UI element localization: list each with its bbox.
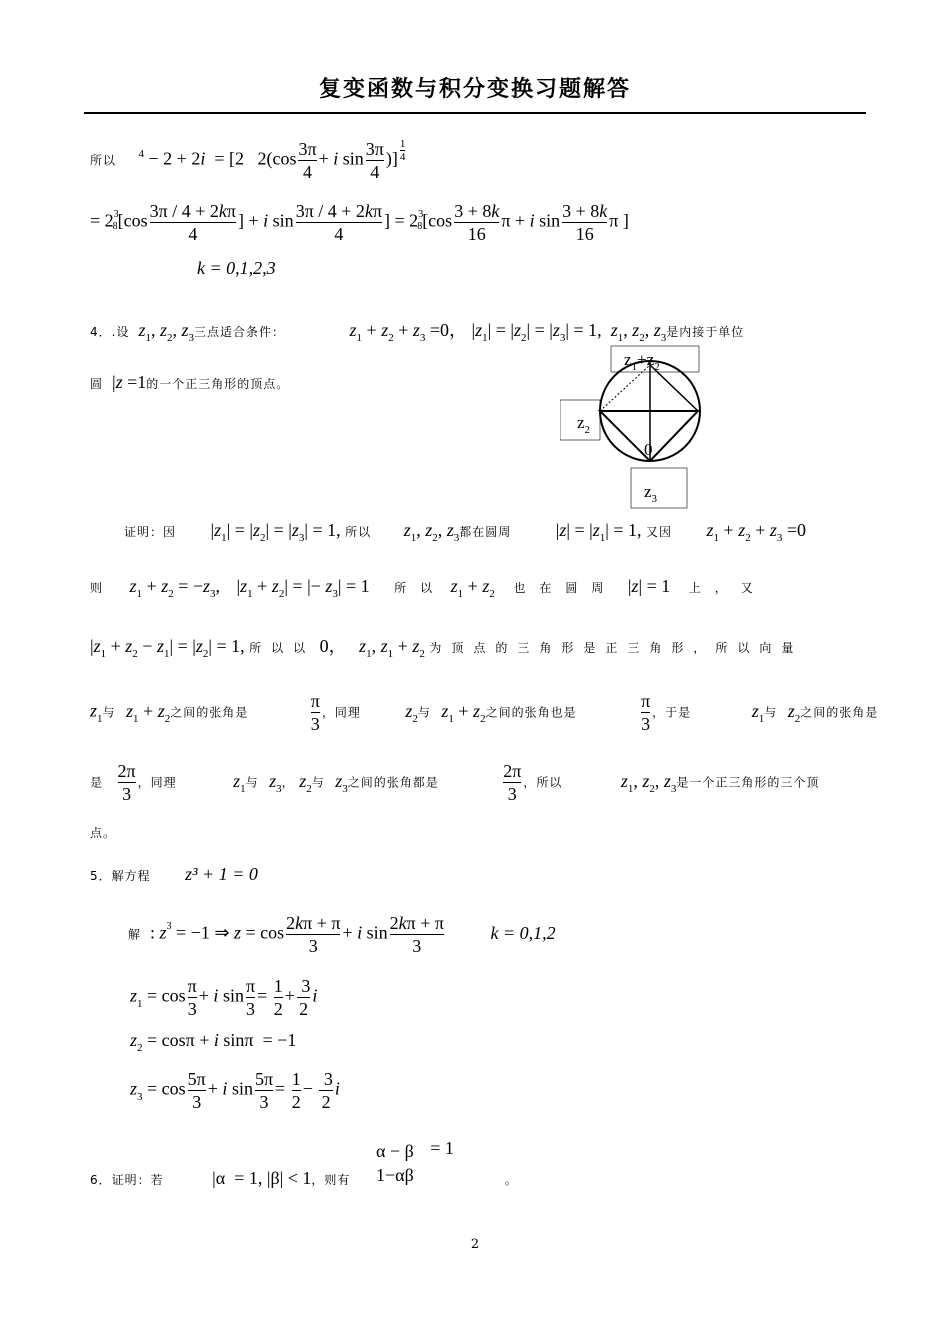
problem-6-fraction: α − β 1−αβ = 1 [376,1138,454,1185]
header-rule [84,112,866,114]
root-z3: $z_3 = \cos$ $\frac{5\pi}{3}$ + i sin $\frac{5\pi}{3}$ = $\frac{1}{2}$ − $\frac{3}{2}$ i [130,1069,340,1112]
page-number: 2 [470,1237,480,1252]
proof-line-4: $z_1$与 $z_1 + z_2$之间的张角是 $\frac{\pi}{3}$ ，同理 $z_2$与 $z_1 + z_2$之间的张角也是 $\frac{\pi}{3}$ ，于是 $z_1$与 $z_2$之间的张角是 [90,691,879,734]
root-z1: $z_1 = \cos$ $\frac{\pi}{3}$ + i sin $\frac{\pi}{3}$ = $\frac{1}{2}$ + $\frac{3}{2}$ i [130,976,318,1019]
problem-4-statement-2: 圆 |z =1的一个正三角形的顶点。 [90,372,290,392]
circle-label-bottom: $z_3$ [644,482,658,505]
formula-roots-expansion: = $2^38[\cos$ $\frac{3\pi / 4 + 2k\pi}{4}$ ] + i sin $\frac{3\pi / 4 + 2k\pi}{4}$ ] = $2^38[\cos$ $\frac{3 + 8k}{16}$ π + i sin $\frac{3 + 8k}{16}$ π ] [90,201,629,244]
problem-4-statement: 4．.设 $z_1$, $z_2$, $z_3$三点适合条件： $z_1 + z_2 + z_3 =0$， $|z_1| = |z_2| = |z_3| = 1$, $z_1$, $z_2$, $z_3$是内接于单位 [90,320,745,344]
root-z2: $z_2 = \cos\pi + i$ sinπ = −1 [130,1030,297,1054]
proof-line-3: $|z_1 + z_2 - z_1| = |z_2| = 1$, 所以以 0， $z_1$, $z_1 + z_2$ 为顶点的三角形是正三角形，所以向量 [90,636,804,660]
proof-line-5: 是 $\frac{2\pi}{3}$ ，同理 $z_1$与 $z_3$， $z_2$与 $z_3$之间的张角都是 $\frac{2\pi}{3}$ ，所以 $z_1$, $z_2$, $z_3$是一个正三角形的三个顶 [90,761,820,804]
formula-root-intro: 所以 $^4$ − 2 + 2i = [2 2(cos $\frac{3\pi}{4}$ + i sin $\frac{3\pi}{4}$ )] $\frac{1}{4}$ [90,138,406,182]
proof-line-1: 证明：因 $|z_1| = |z_2| = |z_3| = 1$, 所以 $z_1$, $z_2$, $z_3$都在圆周 $|z| = |z_1| = 1$, 又因 $z_1 + z_2 + z_3 =0$ [124,520,807,544]
proof-line-2: 则 $z_1 + z_2 = -z_3$, $|z_1 + z_2|$ = |− $z_3| = 1$ 所以 $z_1 + z_2$ 也在圆周 |z| = 1 上，又 [90,576,767,600]
circle-label-top: $z_1+z_2$ [624,350,660,373]
problem-5-solution: 解 : $z^3 = -1$ ⇒ z = cos $\frac{2k\pi + \pi}{3}$ + i sin $\frac{2k\pi + \pi}{3}$ k = 0,1,2 [128,913,556,956]
problem-6-statement: 6．证明：若 |α = 1, |β| < 1，则有 。 [90,1168,518,1188]
circle-label-center: 0 [644,440,653,459]
circle-label-left: $z_2$ [577,413,591,436]
problem-5-statement: 5．解方程 z³ + 1 = 0 [90,864,258,884]
page-title: 复变函数与积分变换习题解答 [318,77,631,102]
proof-line-6: 点。 [90,826,117,840]
k-values: k = 0,1,2,3 [197,258,276,278]
